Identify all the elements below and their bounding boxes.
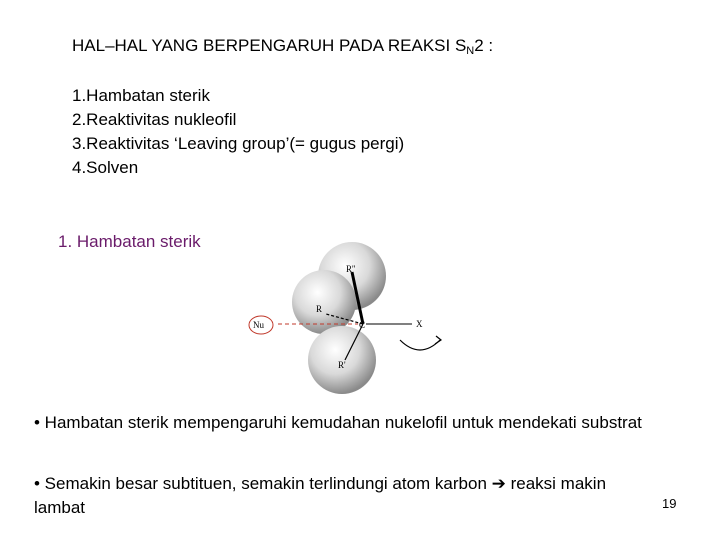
bullet-substituent-size xyxy=(34,472,720,520)
bullet-2-line-2: lambat xyxy=(34,498,86,517)
title-subscript: N xyxy=(466,45,475,57)
bullet-steric-effect: • Hambatan sterik mempengaruhi kemudahan nukelofil untuk mendekati substrat xyxy=(34,413,642,432)
steric-hindrance-figure xyxy=(240,232,470,407)
slide-title xyxy=(72,36,493,57)
bullet-2-line-1: • Semakin besar subtituen, semakin terlindungi atom karbon ➔ reaksi makin xyxy=(34,474,607,493)
section-heading: 1. Hambatan sterik xyxy=(58,232,201,251)
leaving-group-arrowhead xyxy=(435,336,441,344)
leaving-group-arrow xyxy=(400,340,440,350)
title-main: HAL–HAL YANG BERPENGARUH PADA REAKSI S xyxy=(72,36,467,55)
list-item: 3.Reaktivitas ‘Leaving group’(= gugus pergi) xyxy=(72,134,405,153)
label-r: R xyxy=(316,304,323,314)
label-r-double-prime: R'' xyxy=(346,264,356,274)
label-c: C xyxy=(359,320,366,330)
list-item: 1.Hambatan sterik xyxy=(72,86,210,105)
page-number: 19 xyxy=(662,496,677,511)
list-item: 4.Solven xyxy=(72,158,139,177)
title-tail: 2 : xyxy=(474,36,494,55)
list-item: 2.Reaktivitas nukleofil xyxy=(72,110,237,129)
label-r-prime: R' xyxy=(338,360,346,370)
label-x: X xyxy=(416,319,423,329)
factor-list xyxy=(72,84,404,180)
label-nu: Nu xyxy=(253,320,264,330)
